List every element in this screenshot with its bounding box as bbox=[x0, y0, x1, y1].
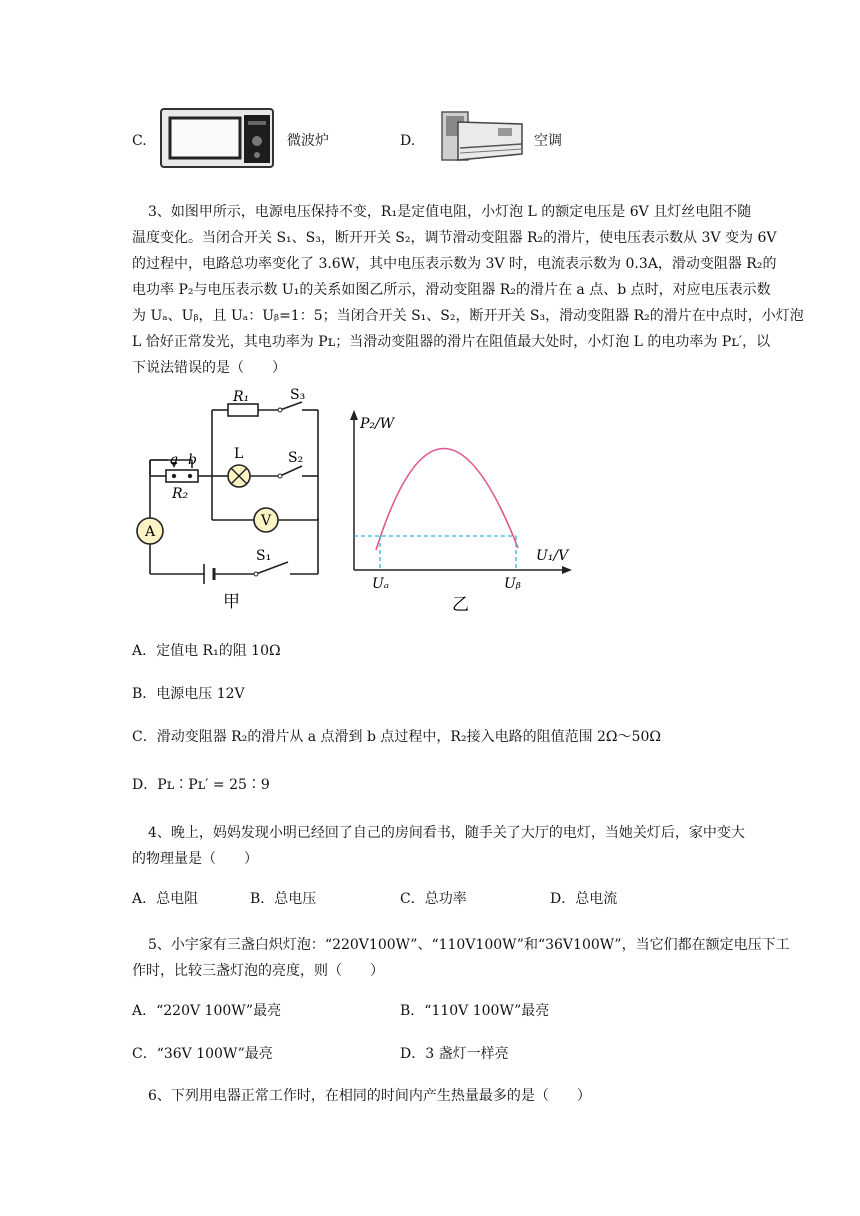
option-c-label: 微波炉 bbox=[287, 133, 329, 149]
q4-option-d[interactable]: D．总电流 bbox=[550, 891, 618, 907]
voltmeter-label: V bbox=[261, 513, 272, 529]
question-3-line-7: 下说法错误的是（ ） bbox=[132, 360, 286, 376]
question-5-line-2: 作时，比较三盏灯泡的亮度，则（ ） bbox=[132, 963, 384, 979]
question-3-number: 3、 bbox=[148, 204, 171, 220]
q5-option-d[interactable]: D．3 盏灯一样亮 bbox=[400, 1046, 509, 1062]
y-axis-label: P₂/W bbox=[360, 416, 395, 432]
question-6-number: 6、 bbox=[148, 1088, 171, 1104]
question-4-number: 4、 bbox=[148, 825, 171, 841]
question-3-line-1 bbox=[132, 199, 822, 225]
q4-option-b[interactable]: B．总电压 bbox=[250, 891, 317, 907]
q3-option-c[interactable]: C．滑动变阻器 R₂的滑片从 a 点滑到 b 点过程中，R₂接入电路的阻值范围 2Ω～50Ω bbox=[132, 729, 661, 745]
slider-b-label: b bbox=[188, 452, 197, 468]
q5-option-c[interactable]: C．“36V 100W”最亮 bbox=[132, 1046, 273, 1062]
question-5-line-1 bbox=[132, 932, 822, 958]
q4-option-c[interactable]: C．总功率 bbox=[400, 891, 467, 907]
question-3-line-6: L 恰好正常发光，其电功率为 Pʟ；当滑动变阻器的滑片在阻值最大处时，小灯泡 L 的电功率为 Pʟ′，以 bbox=[132, 334, 771, 350]
question-3-line-5: 为 Uₐ、Uᵦ，且 Uₐ：Uᵦ=1：5；当闭合开关 S₁、S₂，断开开关 S₃，滑动变阻器 R₂的滑片在中点时，小灯泡 bbox=[132, 308, 804, 324]
option-d-letter: D. bbox=[400, 133, 416, 149]
s1-label: S₁ bbox=[256, 548, 272, 564]
ammeter-label: A bbox=[145, 524, 156, 540]
air-conditioner-image bbox=[438, 106, 526, 168]
ub-tick-label: Uᵦ bbox=[504, 576, 521, 592]
circuit-caption: 甲 bbox=[223, 592, 240, 612]
s3-label: S₃ bbox=[290, 387, 306, 403]
power-curve bbox=[376, 448, 518, 550]
question-6-stem bbox=[148, 1083, 591, 1109]
question-4-line-2: 的物理量是（ ） bbox=[132, 851, 258, 867]
circuit-diagram bbox=[130, 387, 330, 612]
option-d-label: 空调 bbox=[534, 133, 562, 149]
microwave-image bbox=[158, 105, 276, 171]
ua-tick-label: Uₐ bbox=[372, 576, 390, 592]
stem-text: 小宇家有三盏白炽灯泡：“220V100W”、“110V100W”和“36V100W”，当它们都在额定电压下工 bbox=[170, 937, 790, 953]
question-3-line-3: 的过程中，电路总功率变化了 3.6W，其中电压表示数为 3V 时，电流表示数为 0.3A，滑动变阻器 R₂的 bbox=[132, 256, 777, 272]
stem-text: 下列用电器正常工作时，在相同的时间内产生热量最多的是（ ） bbox=[170, 1088, 591, 1104]
question-3-line-2: 温度变化。当闭合开关 S₁、S₃，断开开关 S₂，调节滑动变阻器 R₂的滑片，使电压表示数从 3V 变为 6V bbox=[132, 230, 777, 246]
option-c-letter: C. bbox=[132, 133, 147, 149]
q3-option-b[interactable]: B．电源电压 12V bbox=[132, 686, 245, 702]
q3-option-a[interactable]: A．定值电 R₁的阻 10Ω bbox=[132, 643, 281, 659]
q5-option-a[interactable]: A．“220V 100W”最亮 bbox=[132, 1003, 282, 1019]
question-3-line-4: 电功率 P₂与电压表示数 U₁的关系如图乙所示，滑动变阻器 R₂的滑片在 a 点、b 点时，对应电压表示数 bbox=[132, 282, 771, 298]
question-4-line-1 bbox=[132, 820, 822, 846]
r2-label: R₂ bbox=[172, 486, 189, 502]
question-5-number: 5、 bbox=[148, 937, 171, 953]
lamp-label: L bbox=[234, 446, 244, 462]
graph-caption: 乙 bbox=[452, 595, 469, 615]
q4-option-a[interactable]: A．总电阻 bbox=[132, 891, 199, 907]
question-3-stem bbox=[132, 199, 822, 381]
q5-option-b[interactable]: B．“110V 100W”最亮 bbox=[400, 1003, 550, 1019]
power-graph bbox=[340, 408, 580, 615]
question-5-stem bbox=[132, 932, 822, 984]
r1-label: R₁ bbox=[233, 389, 250, 405]
stem-text: 晚上，妈妈发现小明已经回了自己的房间看书，随手关了大厅的电灯，当她关灯后，家中变大 bbox=[170, 825, 745, 841]
stem-text: 如图甲所示，电源电压保持不变，R₁是定值电阻，小灯泡 L 的额定电压是 6V 且灯丝电阻不随 bbox=[170, 204, 752, 220]
q3-option-d[interactable]: D．Pʟ∶Pʟ′ = 25∶9 bbox=[132, 777, 270, 793]
s2-label: S₂ bbox=[288, 450, 304, 466]
slider-a-label: a bbox=[170, 452, 179, 468]
x-axis-label: U₁/V bbox=[536, 548, 569, 564]
question-4-stem bbox=[132, 820, 822, 872]
